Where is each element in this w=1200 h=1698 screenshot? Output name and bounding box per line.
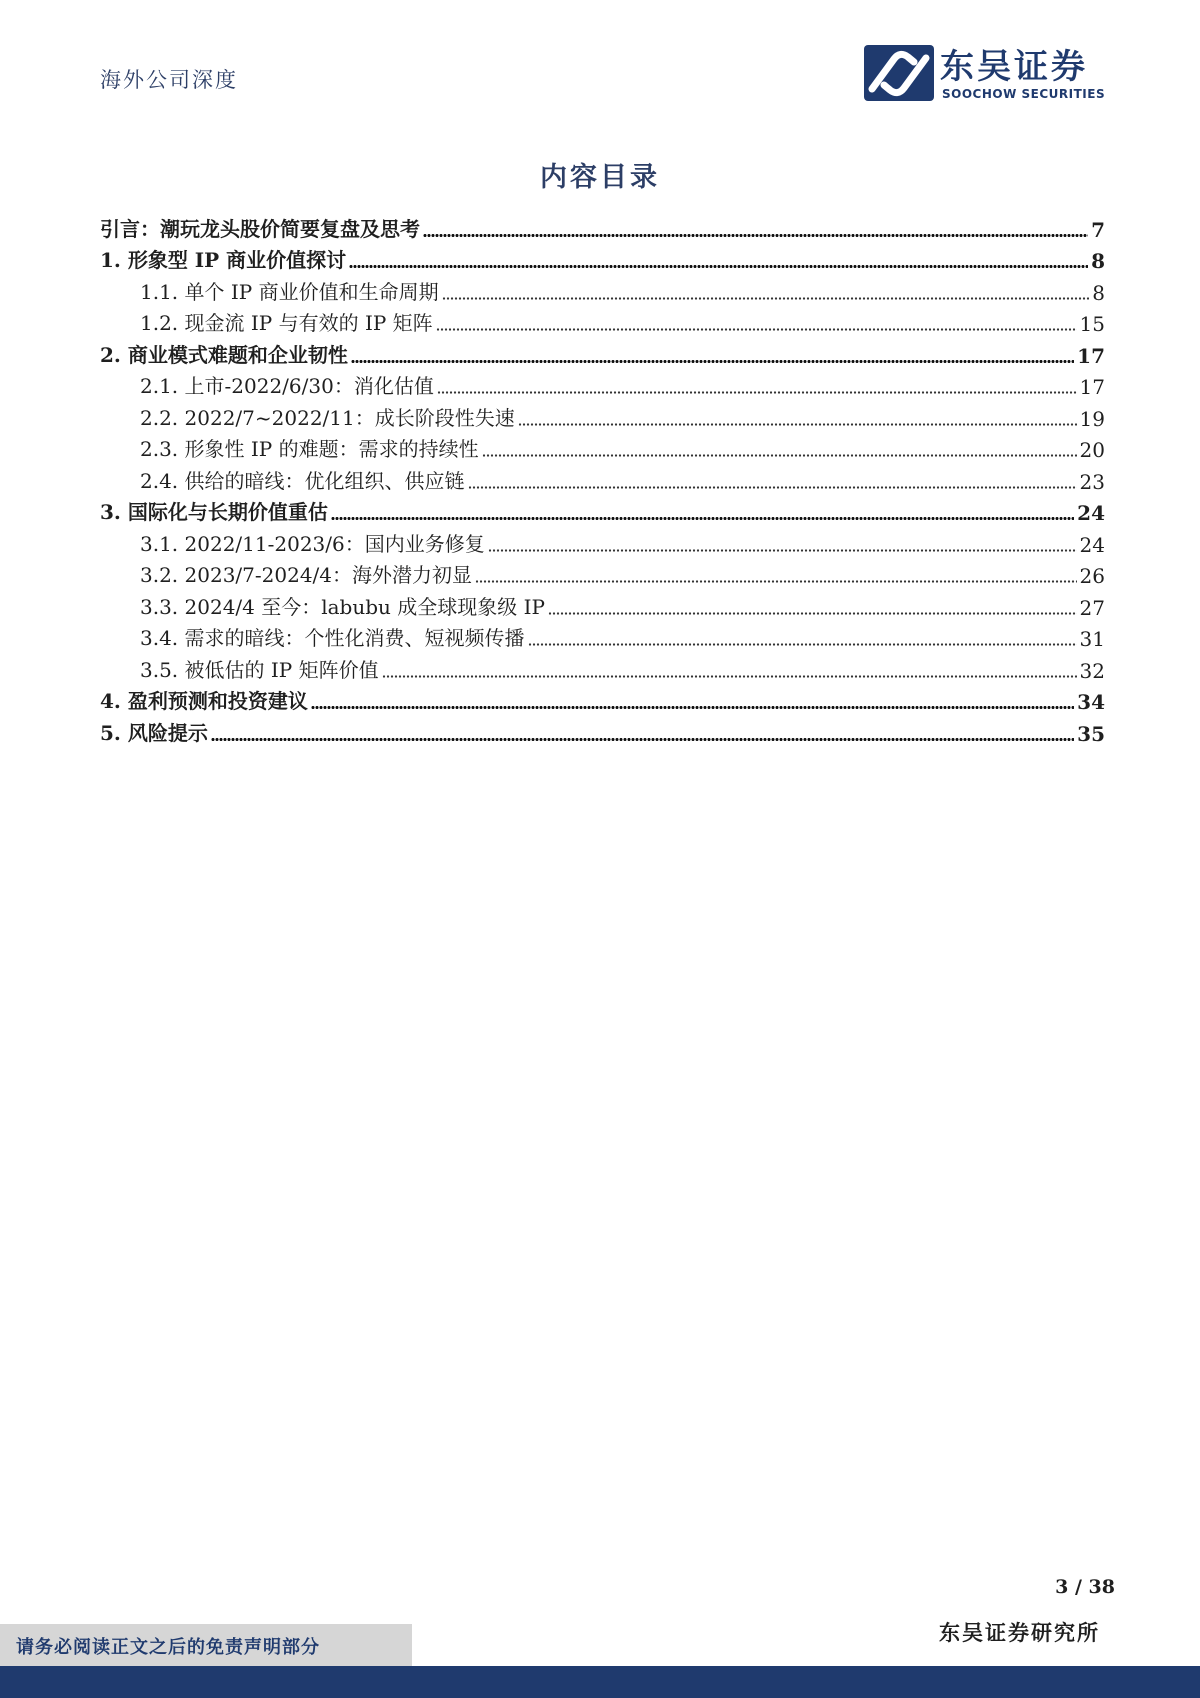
toc-leader-dots (488, 549, 1077, 552)
toc-leader-dots (211, 738, 1074, 741)
toc-entry-page: 7 (1091, 217, 1105, 242)
toc-entry-section-4[interactable] (100, 683, 1105, 715)
toc-entry-label: 3.1. 2022/11-2023/6：国内业务修复 (140, 531, 485, 556)
toc-entry-section-3[interactable] (100, 494, 1105, 526)
toc-entry-section-2[interactable] (100, 336, 1105, 368)
toc-leader-dots (482, 454, 1077, 457)
toc-entry-page: 8 (1091, 249, 1105, 273)
logo-name-en: SOOCHOW SECURITIES (942, 87, 1106, 101)
toc-entry-page: 15 (1079, 312, 1105, 336)
toc-entry-label: 3.2. 2023/7-2024/4：海外潜力初显 (140, 563, 473, 587)
toc-title: 内容目录 (540, 162, 660, 193)
toc-entry-intro[interactable] (100, 210, 1105, 242)
toc-entry-label: 2. 商业模式难题和企业韧性 (100, 342, 348, 367)
toc-entry-page: 31 (1079, 627, 1105, 651)
toc-entry-label: 2.1. 上市-2022/6/30：消化估值 (140, 374, 434, 398)
toc-entry-page: 23 (1079, 469, 1105, 494)
toc-leader-dots (349, 265, 1088, 268)
toc-entry-section-3-1[interactable] (100, 525, 1105, 557)
toc-entry-section-3-4[interactable] (100, 620, 1105, 652)
company-logo (864, 45, 1114, 105)
toc-entry-page: 17 (1077, 343, 1105, 368)
toc-leader-dots (528, 643, 1077, 646)
toc-entry-label: 引言：潮玩龙头股价简要复盘及思考 (100, 216, 420, 241)
toc-entry-page: 32 (1079, 658, 1105, 683)
toc-entry-label: 3.4. 需求的暗线：个性化消费、短视频传播 (140, 626, 525, 650)
toc-entry-page: 26 (1079, 564, 1105, 588)
toc-entry-label: 1.1. 单个 IP 商业价值和生命周期 (140, 279, 439, 304)
toc-leader-dots (468, 486, 1077, 489)
table-of-contents (100, 210, 1105, 746)
toc-entry-section-3-3[interactable] (100, 588, 1105, 620)
toc-leader-dots (382, 675, 1077, 678)
toc-entry-section-1[interactable] (100, 242, 1105, 274)
toc-entry-page: 24 (1077, 501, 1105, 525)
toc-entry-section-5[interactable] (100, 714, 1105, 746)
toc-entry-label: 5. 风险提示 (100, 720, 208, 745)
toc-entry-section-2-3[interactable] (100, 431, 1105, 463)
toc-leader-dots (475, 580, 1077, 583)
toc-entry-section-2-1[interactable] (100, 368, 1105, 400)
toc-entry-section-3-5[interactable] (100, 651, 1105, 683)
toc-entry-page: 20 (1079, 438, 1105, 462)
toc-entry-page: 24 (1079, 532, 1105, 557)
toc-entry-page: 35 (1077, 721, 1105, 746)
toc-leader-dots (311, 706, 1074, 709)
toc-leader-dots (442, 297, 1090, 300)
toc-entry-page: 34 (1077, 690, 1105, 714)
toc-entry-page: 8 (1092, 280, 1105, 305)
toc-entry-label: 3.3. 2024/4 至今：labubu 成全球现象级 IP (140, 594, 545, 619)
report-category: 海外公司深度 (100, 68, 238, 92)
toc-leader-dots (548, 612, 1077, 615)
toc-leader-dots (437, 391, 1077, 394)
toc-entry-label: 2.3. 形象性 IP 的难题：需求的持续性 (140, 437, 479, 461)
toc-entry-label: 2.2. 2022/7~2022/11：成长阶段性失速 (140, 405, 515, 430)
logo-name-cn: 东吴证券 (940, 47, 1088, 87)
toc-entry-label: 2.4. 供给的暗线：优化组织、供应链 (140, 468, 465, 493)
toc-leader-dots (423, 234, 1088, 237)
soochow-logo-icon (864, 45, 934, 101)
toc-entry-section-3-2[interactable] (100, 557, 1105, 589)
toc-leader-dots (518, 423, 1077, 426)
disclaimer-notice-text: 请务必阅读正文之后的免责声明部分 (16, 1637, 320, 1658)
disclaimer-notice-box (0, 1624, 412, 1666)
toc-entry-section-2-4[interactable] (100, 462, 1105, 494)
toc-leader-dots (331, 517, 1074, 520)
toc-entry-section-1-2[interactable] (100, 305, 1105, 337)
toc-entry-page: 17 (1079, 375, 1105, 399)
toc-entry-label: 1.2. 现金流 IP 与有效的 IP 矩阵 (140, 311, 433, 335)
toc-entry-section-1-1[interactable] (100, 273, 1105, 305)
footer-bar (0, 1666, 1200, 1698)
toc-entry-label: 4. 盈利预测和投资建议 (100, 689, 308, 713)
toc-leader-dots (351, 360, 1074, 363)
footer-organization: 东吴证券研究所 (939, 1620, 1100, 1645)
toc-entry-label: 3. 国际化与长期价值重估 (100, 500, 328, 524)
toc-leader-dots (436, 328, 1077, 331)
toc-entry-label: 3.5. 被低估的 IP 矩阵价值 (140, 657, 379, 682)
toc-entry-page: 27 (1079, 595, 1105, 620)
toc-entry-section-2-2[interactable] (100, 399, 1105, 431)
toc-entry-page: 19 (1079, 406, 1105, 431)
toc-entry-label: 1. 形象型 IP 商业价值探讨 (100, 248, 347, 272)
page-number: 3 / 38 (1055, 1576, 1115, 1598)
